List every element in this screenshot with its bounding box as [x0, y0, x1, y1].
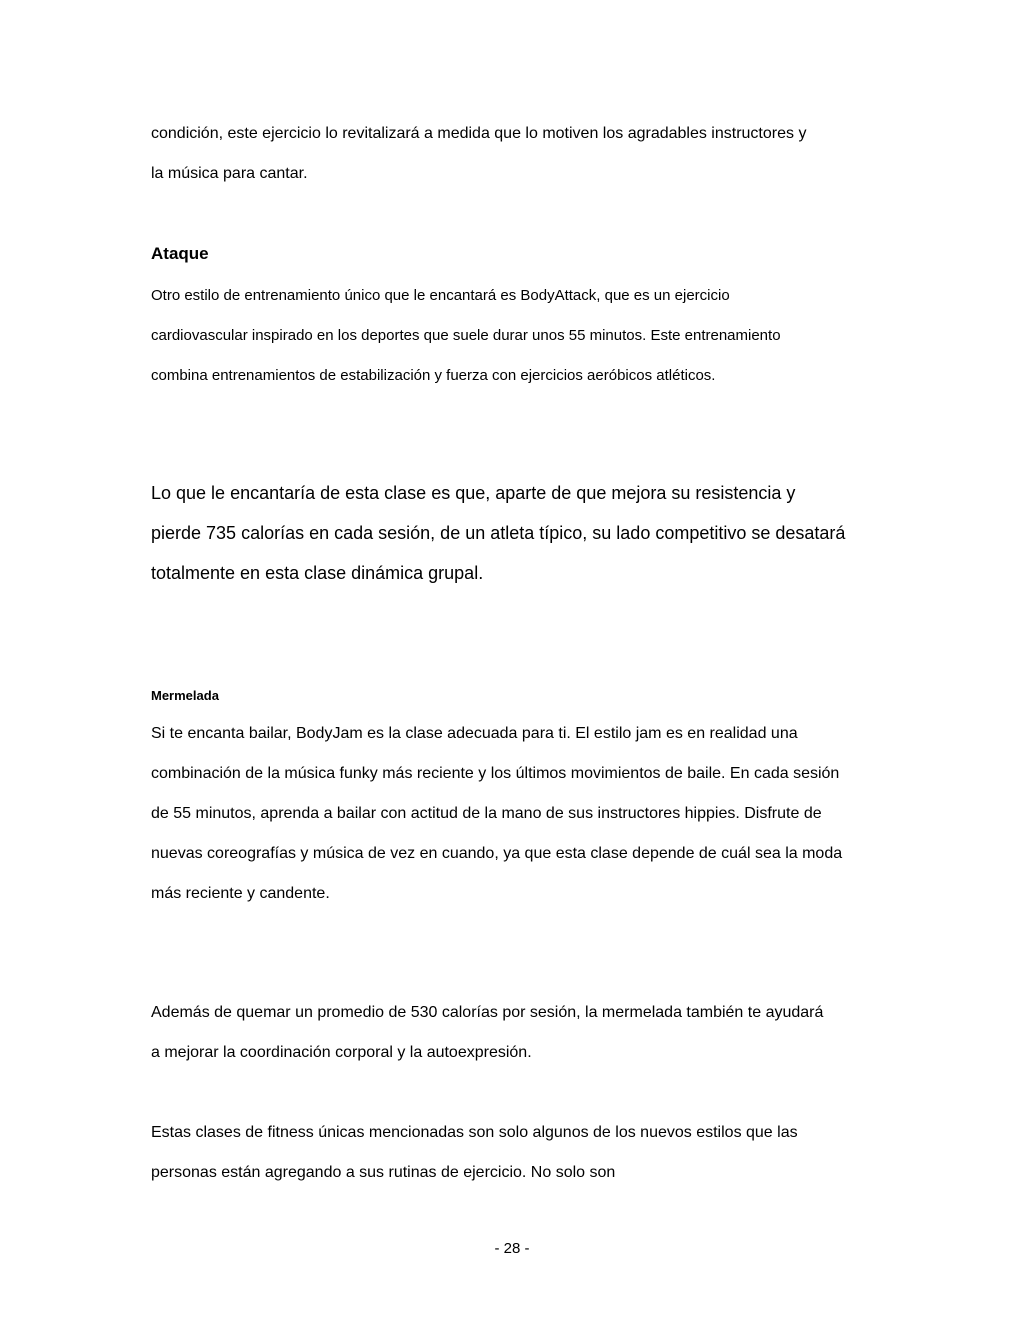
paragraph-line: Si te encanta bailar, BodyJam es la clase adecuada para ti. El estilo jam es en realidad una: [151, 725, 798, 742]
paragraph-line: Además de quemar un promedio de 530 calorías por sesión, la mermelada también te ayudará: [151, 1004, 824, 1021]
paragraph-line: condición, este ejercicio lo revitalizará a medida que lo motiven los agradables instructores y: [151, 125, 807, 142]
paragraph-line: de 55 minutos, aprenda a bailar con actitud de la mano de sus instructores hippies. Disfrute de: [151, 805, 822, 822]
paragraph-line: totalmente en esta clase dinámica grupal.: [151, 563, 484, 583]
paragraph-line: nuevas coreografías y música de vez en cuando, ya que esta clase depende de cuál sea la moda: [151, 845, 843, 862]
paragraph-line: más reciente y candente.: [151, 885, 330, 902]
paragraph-line: combina entrenamientos de estabilización y fuerza con ejercicios aeróbicos atléticos.: [151, 367, 716, 384]
paragraph-line: pierde 735 calorías en cada sesión, de un atleta típico, su lado competitivo se desatará: [151, 523, 846, 543]
page-number: - 28 -: [494, 1240, 530, 1257]
paragraph-line: Otro estilo de entrenamiento único que le encantará es BodyAttack, que es un ejercicio: [151, 287, 730, 304]
paragraph-line: combinación de la música funky más reciente y los últimos movimientos de baile. En cada sesión: [151, 765, 840, 782]
section-heading: Ataque: [151, 244, 209, 263]
paragraph-line: Lo que le encantaría de esta clase es que, aparte de que mejora su resistencia y: [151, 483, 796, 503]
paragraph-line: la música para cantar.: [151, 165, 308, 182]
paragraph-line: Estas clases de fitness únicas mencionadas son solo algunos de los nuevos estilos que las: [151, 1124, 798, 1141]
paragraph-line: personas están agregando a sus rutinas de ejercicio. No solo son: [151, 1164, 616, 1181]
paragraph-line: cardiovascular inspirado en los deportes que suele durar unos 55 minutos. Este entrenamiento: [151, 327, 781, 344]
section-heading: Mermelada: [151, 688, 219, 703]
paragraph-line: a mejorar la coordinación corporal y la autoexpresión.: [151, 1044, 532, 1061]
